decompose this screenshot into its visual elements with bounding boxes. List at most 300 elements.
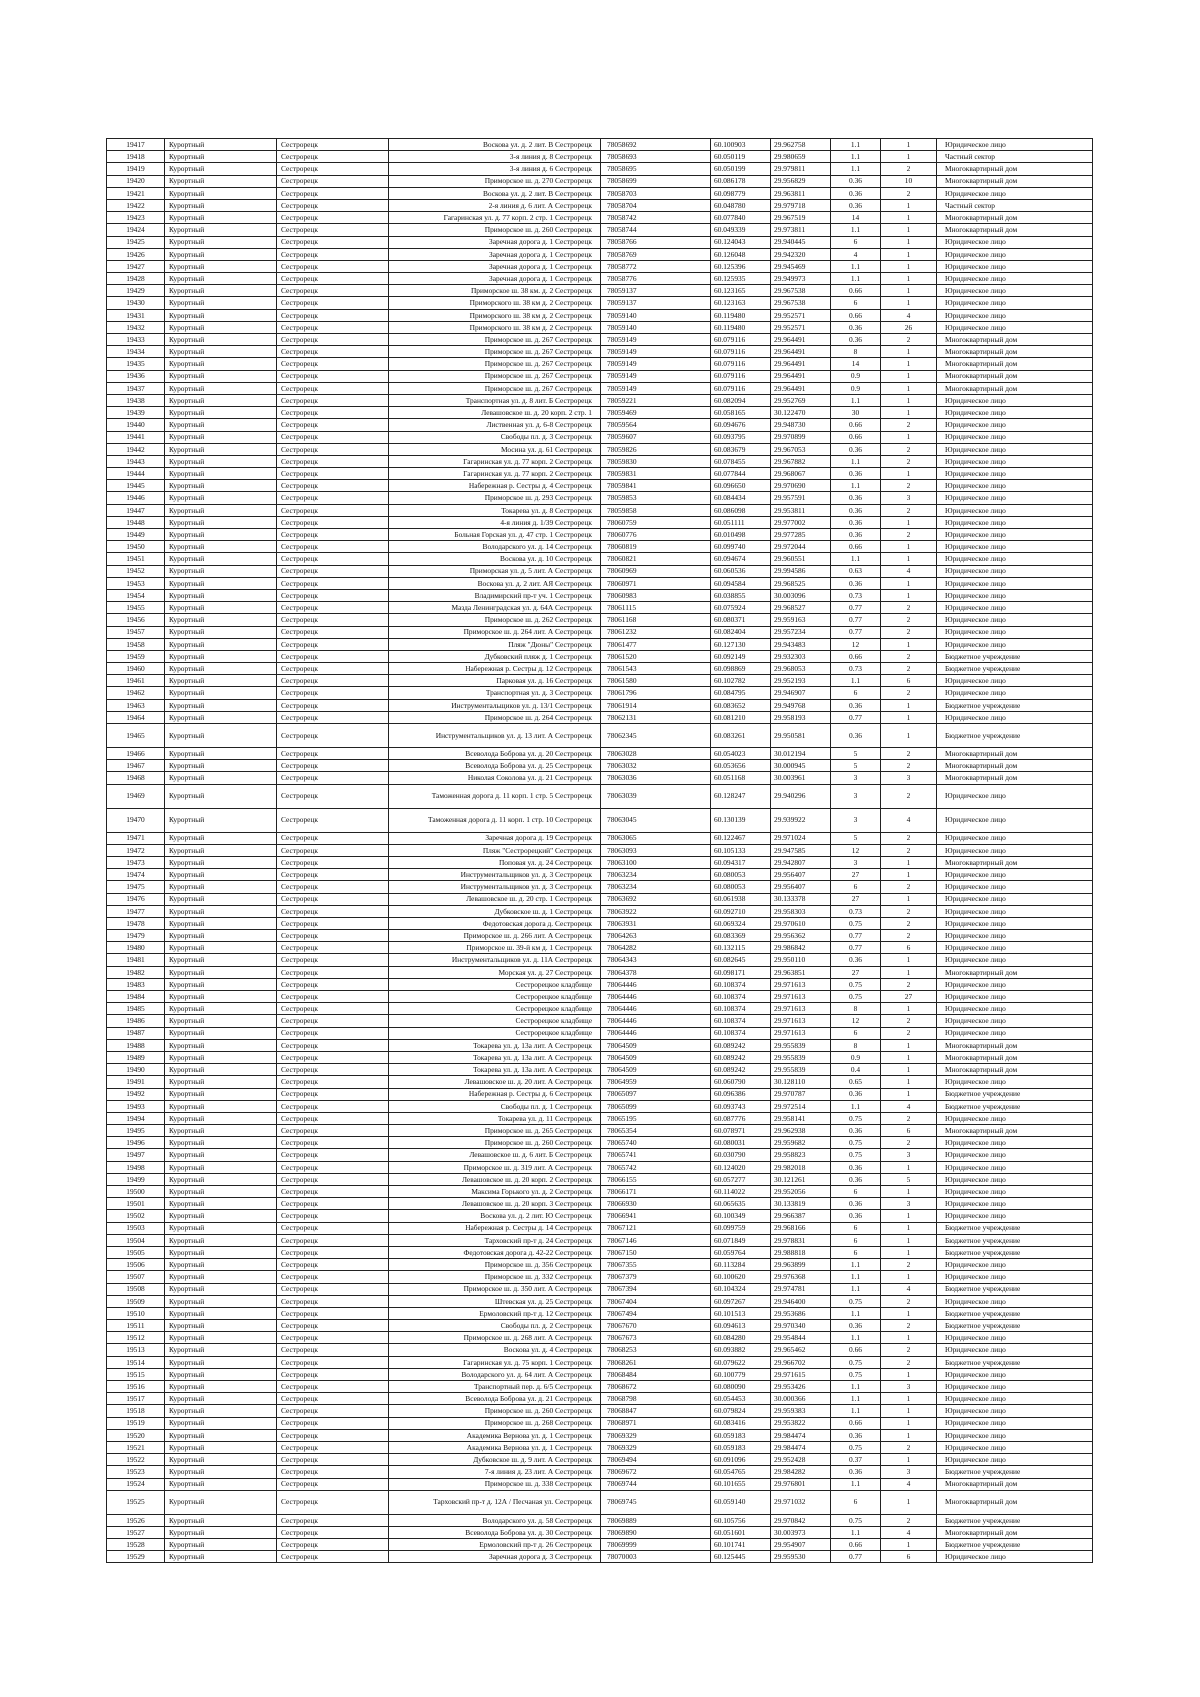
- volume-cell: 0.75: [831, 1149, 881, 1161]
- table-row: [107, 1417, 1093, 1429]
- row-number-cell: 19529: [107, 1551, 165, 1563]
- district-cell: Курортный: [165, 577, 277, 589]
- owner-type-cell: Юридическое лицо: [937, 431, 1093, 443]
- row-number-cell: 19440: [107, 419, 165, 431]
- longitude-cell: 29.977285: [771, 529, 831, 541]
- latitude-cell: 60.054453: [711, 1393, 771, 1405]
- count-cell: 26: [881, 321, 937, 333]
- district-cell: Курортный: [165, 1332, 277, 1344]
- row-number-cell: 19434: [107, 346, 165, 358]
- city-cell: Сестрорецк: [277, 711, 389, 723]
- longitude-cell: 30.000366: [771, 1393, 831, 1405]
- count-cell: 1: [881, 1332, 937, 1344]
- district-cell: Курортный: [165, 492, 277, 504]
- city-cell: Сестрорецк: [277, 443, 389, 455]
- volume-cell: 3: [831, 856, 881, 868]
- table-row: [107, 236, 1093, 248]
- volume-cell: 1.1: [831, 1259, 881, 1271]
- owner-type-cell: Юридическое лицо: [937, 808, 1093, 832]
- owner-type-cell: Юридическое лицо: [937, 869, 1093, 881]
- longitude-cell: 29.982018: [771, 1161, 831, 1173]
- count-cell: 1: [881, 346, 937, 358]
- owner-type-cell: Юридическое лицо: [937, 687, 1093, 699]
- code-cell: 78069329: [601, 1441, 711, 1453]
- longitude-cell: 30.128110: [771, 1076, 831, 1088]
- owner-type-cell: Бюджетное учреждение: [937, 699, 1093, 711]
- code-cell: 78066941: [601, 1210, 711, 1222]
- owner-type-cell: Юридическое лицо: [937, 1405, 1093, 1417]
- longitude-cell: 29.955839: [771, 1051, 831, 1063]
- row-number-cell: 19516: [107, 1381, 165, 1393]
- code-cell: 78067670: [601, 1320, 711, 1332]
- city-cell: Сестрорецк: [277, 1149, 389, 1161]
- latitude-cell: 60.087776: [711, 1112, 771, 1124]
- address-cell: 2-я линия д. 6 лит. А Сестрорецк: [389, 199, 601, 211]
- row-number-cell: 19513: [107, 1344, 165, 1356]
- district-cell: Курортный: [165, 1100, 277, 1112]
- table-row: [107, 881, 1093, 893]
- code-cell: 78059853: [601, 492, 711, 504]
- city-cell: Сестрорецк: [277, 760, 389, 772]
- longitude-cell: 30.003961: [771, 772, 831, 784]
- count-cell: 1: [881, 370, 937, 382]
- code-cell: 78064282: [601, 942, 711, 954]
- city-cell: Сестрорецк: [277, 1271, 389, 1283]
- district-cell: Курортный: [165, 1478, 277, 1490]
- district-cell: Курортный: [165, 407, 277, 419]
- code-cell: 78060821: [601, 553, 711, 565]
- code-cell: 78063032: [601, 760, 711, 772]
- code-cell: 78067146: [601, 1234, 711, 1246]
- count-cell: 10: [881, 175, 937, 187]
- longitude-cell: 29.955839: [771, 1064, 831, 1076]
- volume-cell: 0.77: [831, 942, 881, 954]
- volume-cell: 0.36: [831, 1320, 881, 1332]
- code-cell: 78069672: [601, 1466, 711, 1478]
- count-cell: 4: [881, 565, 937, 577]
- row-number-cell: 19466: [107, 748, 165, 760]
- address-cell: Приморское ш. д. 264 лит. А Сестрорецк: [389, 626, 601, 638]
- address-cell: Таможенная дорога д. 11 корп. 1 стр. 5 Сестрорецк: [389, 784, 601, 808]
- volume-cell: 0.75: [831, 917, 881, 929]
- count-cell: 1: [881, 869, 937, 881]
- volume-cell: 27: [831, 869, 881, 881]
- address-cell: Инструментальщиков ул. д. 11А Сестрорецк: [389, 954, 601, 966]
- city-cell: Сестрорецк: [277, 1259, 389, 1271]
- owner-type-cell: Юридическое лицо: [937, 419, 1093, 431]
- code-cell: 78059830: [601, 455, 711, 467]
- row-number-cell: 19441: [107, 431, 165, 443]
- count-cell: 1: [881, 1088, 937, 1100]
- longitude-cell: 30.122470: [771, 407, 831, 419]
- row-number-cell: 19471: [107, 832, 165, 844]
- city-cell: Сестрорецк: [277, 589, 389, 601]
- latitude-cell: 60.050119: [711, 151, 771, 163]
- volume-cell: 6: [831, 297, 881, 309]
- row-number-cell: 19436: [107, 370, 165, 382]
- district-cell: Курортный: [165, 1234, 277, 1246]
- address-cell: Приморское ш. д. 267 Сестрорецк: [389, 382, 601, 394]
- table-row: [107, 1088, 1093, 1100]
- volume-cell: 1.1: [831, 163, 881, 175]
- address-cell: Воскова ул. д. 4 Сестрорецк: [389, 1344, 601, 1356]
- district-cell: Курортный: [165, 334, 277, 346]
- district-cell: Курортный: [165, 1198, 277, 1210]
- volume-cell: 0.77: [831, 1551, 881, 1563]
- code-cell: 78067494: [601, 1307, 711, 1319]
- longitude-cell: 29.967538: [771, 285, 831, 297]
- count-cell: 2: [881, 419, 937, 431]
- district-cell: Курортный: [165, 273, 277, 285]
- row-number-cell: 19457: [107, 626, 165, 638]
- table-row: [107, 1186, 1093, 1198]
- table-row: [107, 577, 1093, 589]
- owner-type-cell: Юридическое лицо: [937, 394, 1093, 406]
- volume-cell: 5: [831, 832, 881, 844]
- table-row: [107, 1259, 1093, 1271]
- table-row: [107, 1320, 1093, 1332]
- volume-cell: 1.1: [831, 1332, 881, 1344]
- district-cell: Курортный: [165, 1526, 277, 1538]
- city-cell: Сестрорецк: [277, 321, 389, 333]
- address-cell: Токарева ул. д. 13а лит. А Сестрорецк: [389, 1051, 601, 1063]
- city-cell: Сестрорецк: [277, 1381, 389, 1393]
- row-number-cell: 19523: [107, 1466, 165, 1478]
- count-cell: 3: [881, 772, 937, 784]
- latitude-cell: 60.051111: [711, 516, 771, 528]
- volume-cell: 1.1: [831, 1393, 881, 1405]
- city-cell: Сестрорецк: [277, 832, 389, 844]
- district-cell: Курортный: [165, 1356, 277, 1368]
- latitude-cell: 60.082645: [711, 954, 771, 966]
- address-cell: Приморского ш. 38 км д. 2 Сестрорецк: [389, 309, 601, 321]
- city-cell: Сестрорецк: [277, 1466, 389, 1478]
- address-cell: Свободы пл. д. 1 Сестрорецк: [389, 1100, 601, 1112]
- count-cell: 2: [881, 1356, 937, 1368]
- table-row: [107, 663, 1093, 675]
- longitude-cell: 29.967053: [771, 443, 831, 455]
- count-cell: 2: [881, 760, 937, 772]
- row-number-cell: 19485: [107, 1003, 165, 1015]
- owner-type-cell: Бюджетное учреждение: [937, 1100, 1093, 1112]
- table-row: [107, 1478, 1093, 1490]
- code-cell: 78059221: [601, 394, 711, 406]
- volume-cell: 0.77: [831, 614, 881, 626]
- table-row: [107, 1381, 1093, 1393]
- code-cell: 78058772: [601, 260, 711, 272]
- table-row: [107, 407, 1093, 419]
- owner-type-cell: Юридическое лицо: [937, 1015, 1093, 1027]
- district-cell: Курортный: [165, 394, 277, 406]
- district-cell: Курортный: [165, 602, 277, 614]
- city-cell: Сестрорецк: [277, 942, 389, 954]
- volume-cell: 0.36: [831, 199, 881, 211]
- volume-cell: 27: [831, 966, 881, 978]
- latitude-cell: 60.108374: [711, 991, 771, 1003]
- latitude-cell: 60.132115: [711, 942, 771, 954]
- latitude-cell: 60.119480: [711, 309, 771, 321]
- row-number-cell: 19417: [107, 139, 165, 151]
- row-number-cell: 19455: [107, 602, 165, 614]
- city-cell: Сестрорецк: [277, 1478, 389, 1490]
- latitude-cell: 60.077844: [711, 468, 771, 480]
- table-row: [107, 1283, 1093, 1295]
- code-cell: 78059831: [601, 468, 711, 480]
- row-number-cell: 19489: [107, 1051, 165, 1063]
- code-cell: 78068261: [601, 1356, 711, 1368]
- district-cell: Курортный: [165, 881, 277, 893]
- row-number-cell: 19507: [107, 1271, 165, 1283]
- count-cell: 1: [881, 1454, 937, 1466]
- table-row: [107, 1015, 1093, 1027]
- longitude-cell: 29.956362: [771, 930, 831, 942]
- district-cell: Курортный: [165, 856, 277, 868]
- count-cell: 4: [881, 1100, 937, 1112]
- city-cell: Сестрорецк: [277, 772, 389, 784]
- latitude-cell: 60.113284: [711, 1259, 771, 1271]
- district-cell: Курортный: [165, 382, 277, 394]
- table-row: [107, 1393, 1093, 1405]
- district-cell: Курортный: [165, 187, 277, 199]
- volume-cell: 0.36: [831, 1429, 881, 1441]
- city-cell: Сестрорецк: [277, 1015, 389, 1027]
- longitude-cell: 29.954907: [771, 1539, 831, 1551]
- city-cell: Сестрорецк: [277, 1112, 389, 1124]
- count-cell: 3: [881, 1466, 937, 1478]
- district-cell: Курортный: [165, 1429, 277, 1441]
- owner-type-cell: Юридическое лицо: [937, 844, 1093, 856]
- code-cell: 78063922: [601, 905, 711, 917]
- latitude-cell: 60.094584: [711, 577, 771, 589]
- latitude-cell: 60.065635: [711, 1198, 771, 1210]
- row-number-cell: 19494: [107, 1112, 165, 1124]
- count-cell: 1: [881, 199, 937, 211]
- volume-cell: 8: [831, 1003, 881, 1015]
- district-cell: Курортный: [165, 1186, 277, 1198]
- volume-cell: 6: [831, 1490, 881, 1514]
- volume-cell: 12: [831, 1015, 881, 1027]
- owner-type-cell: Юридическое лицо: [937, 1393, 1093, 1405]
- district-cell: Курортный: [165, 1112, 277, 1124]
- latitude-cell: 60.108374: [711, 978, 771, 990]
- address-cell: Сестрорецкое кладбище: [389, 978, 601, 990]
- table-row: [107, 589, 1093, 601]
- code-cell: 78065195: [601, 1112, 711, 1124]
- city-cell: Сестрорецк: [277, 638, 389, 650]
- district-cell: Курортный: [165, 991, 277, 1003]
- longitude-cell: 30.000945: [771, 760, 831, 772]
- latitude-cell: 60.083261: [711, 724, 771, 748]
- city-cell: Сестрорецк: [277, 1246, 389, 1258]
- row-number-cell: 19423: [107, 212, 165, 224]
- table-row: [107, 784, 1093, 808]
- table-row: [107, 1441, 1093, 1453]
- longitude-cell: 29.970690: [771, 480, 831, 492]
- row-number-cell: 19493: [107, 1100, 165, 1112]
- latitude-cell: 60.083416: [711, 1417, 771, 1429]
- city-cell: Сестрорецк: [277, 236, 389, 248]
- address-cell: Максима Горького ул. д. 2 Сестрорецк: [389, 1186, 601, 1198]
- count-cell: 1: [881, 638, 937, 650]
- owner-type-cell: Многоквартирный дом: [937, 856, 1093, 868]
- row-number-cell: 19525: [107, 1490, 165, 1514]
- table-row: [107, 638, 1093, 650]
- address-cell: Приморское ш. д. 267 Сестрорецк: [389, 358, 601, 370]
- table-row: [107, 1222, 1093, 1234]
- volume-cell: 6: [831, 1222, 881, 1234]
- latitude-cell: 60.071849: [711, 1234, 771, 1246]
- table-row: [107, 808, 1093, 832]
- count-cell: 1: [881, 297, 937, 309]
- table-row: [107, 1234, 1093, 1246]
- city-cell: Сестрорецк: [277, 346, 389, 358]
- volume-cell: 12: [831, 638, 881, 650]
- city-cell: Сестрорецк: [277, 917, 389, 929]
- volume-cell: 5: [831, 760, 881, 772]
- address-cell: Приморское ш. д. 264 Сестрорецк: [389, 711, 601, 723]
- owner-type-cell: Юридическое лицо: [937, 297, 1093, 309]
- owner-type-cell: Юридическое лицо: [937, 942, 1093, 954]
- row-number-cell: 19519: [107, 1417, 165, 1429]
- code-cell: 78064509: [601, 1064, 711, 1076]
- code-cell: 78064378: [601, 966, 711, 978]
- row-number-cell: 19419: [107, 163, 165, 175]
- district-cell: Курортный: [165, 687, 277, 699]
- count-cell: 2: [881, 832, 937, 844]
- volume-cell: 30: [831, 407, 881, 419]
- latitude-cell: 60.069324: [711, 917, 771, 929]
- owner-type-cell: Юридическое лицо: [937, 260, 1093, 272]
- latitude-cell: 60.125935: [711, 273, 771, 285]
- row-number-cell: 19509: [107, 1295, 165, 1307]
- volume-cell: 0.9: [831, 382, 881, 394]
- code-cell: 78068672: [601, 1381, 711, 1393]
- owner-type-cell: Многоквартирный дом: [937, 370, 1093, 382]
- address-cell: Володарского ул. д. 64 лит. А Сестрорецк: [389, 1368, 601, 1380]
- owner-type-cell: Юридическое лицо: [937, 832, 1093, 844]
- address-cell: Гагаринская ул. д. 75 корп. 1 Сестрорецк: [389, 1356, 601, 1368]
- volume-cell: 1.1: [831, 1100, 881, 1112]
- count-cell: 1: [881, 358, 937, 370]
- latitude-cell: 60.101513: [711, 1307, 771, 1319]
- count-cell: 27: [881, 991, 937, 1003]
- district-cell: Курортный: [165, 504, 277, 516]
- owner-type-cell: Бюджетное учреждение: [937, 650, 1093, 662]
- owner-type-cell: Юридическое лицо: [937, 1454, 1093, 1466]
- latitude-cell: 60.104324: [711, 1283, 771, 1295]
- district-cell: Курортный: [165, 930, 277, 942]
- row-number-cell: 19467: [107, 760, 165, 772]
- longitude-cell: 29.963811: [771, 187, 831, 199]
- city-cell: Сестрорецк: [277, 881, 389, 893]
- row-number-cell: 19510: [107, 1307, 165, 1319]
- volume-cell: 0.75: [831, 1295, 881, 1307]
- latitude-cell: 60.082094: [711, 394, 771, 406]
- latitude-cell: 60.080031: [711, 1137, 771, 1149]
- volume-cell: 0.66: [831, 1344, 881, 1356]
- owner-type-cell: Бюджетное учреждение: [937, 1246, 1093, 1258]
- row-number-cell: 19506: [107, 1259, 165, 1271]
- latitude-cell: 60.080371: [711, 614, 771, 626]
- table-row: [107, 1405, 1093, 1417]
- volume-cell: 0.36: [831, 1173, 881, 1185]
- latitude-cell: 60.059140: [711, 1490, 771, 1514]
- address-cell: Приморское ш. д. 293 Сестрорецк: [389, 492, 601, 504]
- code-cell: 78065741: [601, 1149, 711, 1161]
- code-cell: 78068847: [601, 1405, 711, 1417]
- longitude-cell: 29.964491: [771, 334, 831, 346]
- code-cell: 78065740: [601, 1137, 711, 1149]
- longitude-cell: 29.968166: [771, 1222, 831, 1234]
- row-number-cell: 19475: [107, 881, 165, 893]
- address-cell: Сестрорецкое кладбище: [389, 1027, 601, 1039]
- table-row: [107, 748, 1093, 760]
- longitude-cell: 29.971613: [771, 1015, 831, 1027]
- row-number-cell: 19452: [107, 565, 165, 577]
- owner-type-cell: Юридическое лицо: [937, 139, 1093, 151]
- code-cell: 78067121: [601, 1222, 711, 1234]
- count-cell: 1: [881, 516, 937, 528]
- owner-type-cell: Многоквартирный дом: [937, 1039, 1093, 1051]
- row-number-cell: 19520: [107, 1429, 165, 1441]
- latitude-cell: 60.126048: [711, 248, 771, 260]
- owner-type-cell: Бюджетное учреждение: [937, 1320, 1093, 1332]
- owner-type-cell: Юридическое лицо: [937, 1027, 1093, 1039]
- address-cell: Воскова ул. д. 2 лит. Ю Сестрорецк: [389, 1210, 601, 1222]
- district-cell: Курортный: [165, 1441, 277, 1453]
- owner-type-cell: Юридическое лицо: [937, 565, 1093, 577]
- city-cell: Сестрорецк: [277, 407, 389, 419]
- code-cell: 78064263: [601, 930, 711, 942]
- code-cell: 78069329: [601, 1429, 711, 1441]
- city-cell: Сестрорецк: [277, 966, 389, 978]
- volume-cell: 0.75: [831, 1112, 881, 1124]
- volume-cell: 6: [831, 687, 881, 699]
- owner-type-cell: Юридическое лицо: [937, 930, 1093, 942]
- district-cell: Курортный: [165, 1320, 277, 1332]
- longitude-cell: 30.003096: [771, 589, 831, 601]
- latitude-cell: 60.083369: [711, 930, 771, 942]
- address-cell: Свободы пл. д. 3 Сестрорецк: [389, 431, 601, 443]
- address-cell: Сестрорецкое кладбище: [389, 1003, 601, 1015]
- table-row: [107, 1332, 1093, 1344]
- table-row: [107, 1149, 1093, 1161]
- latitude-cell: 60.092710: [711, 905, 771, 917]
- longitude-cell: 29.955839: [771, 1039, 831, 1051]
- code-cell: 78068971: [601, 1417, 711, 1429]
- city-cell: Сестрорецк: [277, 1344, 389, 1356]
- volume-cell: 0.36: [831, 954, 881, 966]
- table-row: [107, 187, 1093, 199]
- longitude-cell: 29.954844: [771, 1332, 831, 1344]
- city-cell: Сестрорецк: [277, 309, 389, 321]
- longitude-cell: 29.946907: [771, 687, 831, 699]
- city-cell: Сестрорецк: [277, 1064, 389, 1076]
- latitude-cell: 60.125445: [711, 1551, 771, 1563]
- latitude-cell: 60.058165: [711, 407, 771, 419]
- table-row: [107, 553, 1093, 565]
- owner-type-cell: Юридическое лицо: [937, 1186, 1093, 1198]
- table-row: [107, 675, 1093, 687]
- district-cell: Курортный: [165, 151, 277, 163]
- city-cell: Сестрорецк: [277, 699, 389, 711]
- longitude-cell: 29.972514: [771, 1100, 831, 1112]
- address-cell: Больная Горская ул. д. 47 стр. 1 Сестрорецк: [389, 529, 601, 541]
- code-cell: 78058693: [601, 151, 711, 163]
- city-cell: Сестрорецк: [277, 1539, 389, 1551]
- volume-cell: 1.1: [831, 260, 881, 272]
- count-cell: 3: [881, 1149, 937, 1161]
